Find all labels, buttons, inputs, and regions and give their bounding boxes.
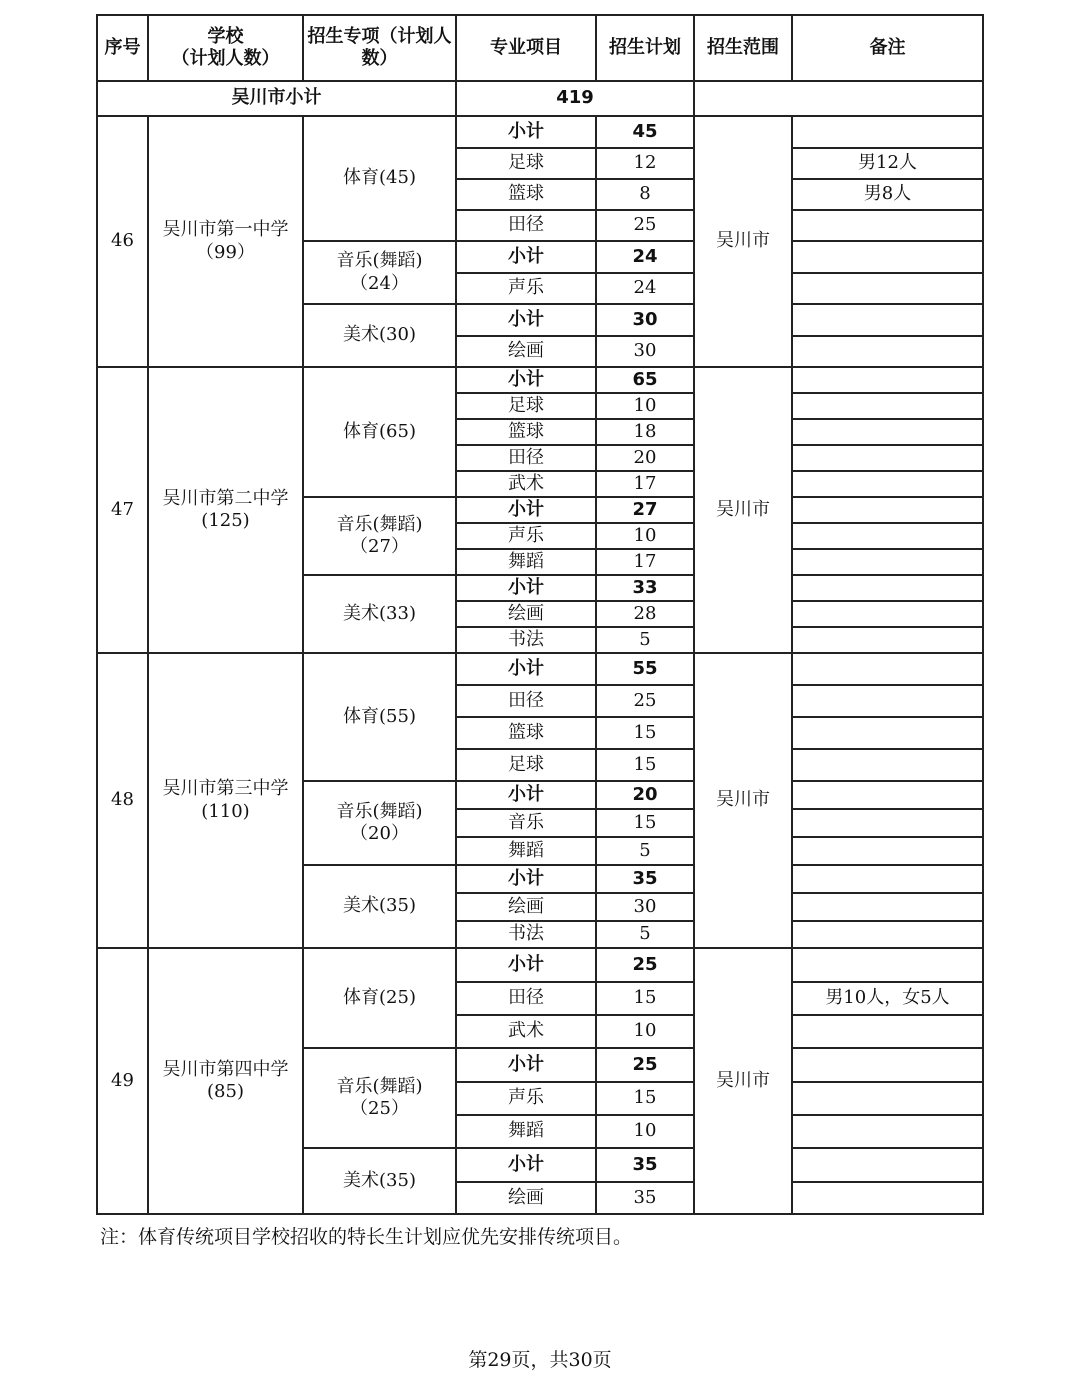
item-cell: 声乐 bbox=[456, 273, 596, 304]
school-count: （99） bbox=[196, 241, 255, 263]
table-row bbox=[97, 116, 983, 148]
header-item: 专业项目 bbox=[456, 15, 596, 81]
plan-cell: 25 bbox=[596, 210, 694, 241]
special-group-count: （27） bbox=[350, 536, 409, 557]
special-group-cell bbox=[303, 781, 456, 865]
item-cell: 音乐 bbox=[456, 809, 596, 837]
special-group-cell bbox=[303, 1048, 456, 1148]
item-cell: 舞蹈 bbox=[456, 1115, 596, 1148]
note-cell bbox=[792, 336, 983, 367]
note-cell bbox=[792, 549, 983, 575]
header-scope: 招生范围 bbox=[694, 15, 792, 81]
special-group-name: 音乐(舞蹈) bbox=[336, 800, 423, 822]
header-plan: 招生计划 bbox=[596, 15, 694, 81]
special-group-cell bbox=[303, 948, 456, 1048]
note-cell bbox=[792, 921, 983, 948]
note-cell bbox=[792, 241, 983, 273]
special-group-name: 美术(33) bbox=[343, 602, 416, 624]
item-cell: 田径 bbox=[456, 445, 596, 471]
item-cell: 声乐 bbox=[456, 1082, 596, 1115]
item-cell: 小计 bbox=[456, 116, 596, 148]
special-group-cell bbox=[303, 304, 456, 367]
note-cell bbox=[792, 948, 983, 982]
plan-cell: 30 bbox=[596, 336, 694, 367]
note-cell bbox=[792, 471, 983, 497]
plan-cell: 17 bbox=[596, 471, 694, 497]
item-cell: 田径 bbox=[456, 685, 596, 717]
note-cell bbox=[792, 523, 983, 549]
plan-cell: 5 bbox=[596, 921, 694, 948]
note-cell bbox=[792, 273, 983, 304]
item-cell: 小计 bbox=[456, 865, 596, 893]
plan-cell: 35 bbox=[596, 1182, 694, 1214]
plan-cell: 25 bbox=[596, 685, 694, 717]
special-group-name: 美术(30) bbox=[343, 324, 416, 346]
note-cell: 男8人 bbox=[792, 179, 983, 210]
plan-cell: 35 bbox=[596, 1148, 694, 1182]
special-group-name: 体育(65) bbox=[343, 420, 416, 442]
plan-cell: 5 bbox=[596, 837, 694, 865]
item-cell: 绘画 bbox=[456, 1182, 596, 1214]
note-cell bbox=[792, 1148, 983, 1182]
special-group-cell bbox=[303, 116, 456, 241]
item-cell: 小计 bbox=[456, 1048, 596, 1082]
item-cell: 小计 bbox=[456, 367, 596, 393]
plan-cell: 30 bbox=[596, 893, 694, 921]
school-count: (110) bbox=[201, 800, 250, 822]
plan-cell: 15 bbox=[596, 809, 694, 837]
note-cell bbox=[792, 809, 983, 837]
item-cell: 武术 bbox=[456, 1015, 596, 1048]
school-cell bbox=[148, 948, 303, 1214]
note-cell bbox=[792, 367, 983, 393]
item-cell: 小计 bbox=[456, 948, 596, 982]
enrollment-plan-table bbox=[96, 14, 984, 1215]
special-group-name: 美术(35) bbox=[343, 895, 416, 917]
special-group-cell bbox=[303, 497, 456, 575]
total-label: 吴川市小计 bbox=[97, 81, 456, 116]
special-group-name: 体育(25) bbox=[343, 986, 416, 1008]
header-special: 招生专项（计划人数） bbox=[303, 15, 456, 81]
item-cell: 绘画 bbox=[456, 893, 596, 921]
total-value: 419 bbox=[456, 81, 694, 116]
scope-cell: 吴川市 bbox=[694, 367, 792, 653]
special-group-count: （24） bbox=[350, 272, 409, 294]
plan-cell: 24 bbox=[596, 241, 694, 273]
school-seq: 48 bbox=[97, 653, 148, 948]
item-cell: 书法 bbox=[456, 921, 596, 948]
special-group-name: 体育(55) bbox=[343, 705, 416, 727]
special-group-cell bbox=[303, 241, 456, 304]
note-cell bbox=[792, 653, 983, 685]
note-cell bbox=[792, 1015, 983, 1048]
item-cell: 声乐 bbox=[456, 523, 596, 549]
plan-cell: 35 bbox=[596, 865, 694, 893]
item-cell: 足球 bbox=[456, 393, 596, 419]
item-cell: 田径 bbox=[456, 210, 596, 241]
note-cell bbox=[792, 781, 983, 809]
plan-cell: 15 bbox=[596, 717, 694, 749]
note-cell: 男10人，女5人 bbox=[792, 982, 983, 1015]
note-cell bbox=[792, 837, 983, 865]
plan-cell: 45 bbox=[596, 116, 694, 148]
note-cell: 男12人 bbox=[792, 148, 983, 179]
note-cell bbox=[792, 1048, 983, 1082]
note-cell bbox=[792, 393, 983, 419]
plan-cell: 17 bbox=[596, 549, 694, 575]
plan-cell: 18 bbox=[596, 419, 694, 445]
item-cell: 舞蹈 bbox=[456, 837, 596, 865]
note-cell bbox=[792, 601, 983, 627]
special-group-count: （25） bbox=[350, 1098, 409, 1119]
plan-cell: 10 bbox=[596, 1015, 694, 1048]
plan-cell: 28 bbox=[596, 601, 694, 627]
plan-cell: 24 bbox=[596, 273, 694, 304]
special-group-cell bbox=[303, 1148, 456, 1214]
item-cell: 绘画 bbox=[456, 601, 596, 627]
plan-cell: 5 bbox=[596, 627, 694, 653]
school-seq: 47 bbox=[97, 367, 148, 653]
plan-cell: 15 bbox=[596, 982, 694, 1015]
item-cell: 小计 bbox=[456, 653, 596, 685]
item-cell: 篮球 bbox=[456, 179, 596, 210]
table-row bbox=[97, 653, 983, 685]
item-cell: 足球 bbox=[456, 749, 596, 781]
plan-cell: 10 bbox=[596, 1115, 694, 1148]
total-note bbox=[694, 81, 983, 116]
school-name: 吴川市第一中学 bbox=[162, 219, 289, 240]
note-cell bbox=[792, 865, 983, 893]
item-cell: 小计 bbox=[456, 497, 596, 523]
school-cell bbox=[148, 116, 303, 367]
plan-cell: 15 bbox=[596, 749, 694, 781]
note-cell bbox=[792, 1115, 983, 1148]
scope-cell: 吴川市 bbox=[694, 116, 792, 367]
school-name: 吴川市第二中学 bbox=[162, 487, 289, 509]
plan-cell: 20 bbox=[596, 781, 694, 809]
plan-cell: 27 bbox=[596, 497, 694, 523]
special-group-name: 美术(35) bbox=[343, 1169, 416, 1191]
note-cell bbox=[792, 419, 983, 445]
note-cell bbox=[792, 627, 983, 653]
total-row bbox=[97, 81, 983, 116]
note-cell bbox=[792, 445, 983, 471]
item-cell: 小计 bbox=[456, 241, 596, 273]
special-group-count: （20） bbox=[350, 823, 409, 844]
plan-cell: 15 bbox=[596, 1082, 694, 1115]
note-cell bbox=[792, 893, 983, 921]
table-row bbox=[97, 367, 983, 393]
school-name: 吴川市第四中学 bbox=[162, 1058, 289, 1080]
header-seq: 序号 bbox=[97, 15, 148, 81]
school-cell bbox=[148, 367, 303, 653]
note-cell bbox=[792, 210, 983, 241]
note-cell bbox=[792, 717, 983, 749]
plan-cell: 65 bbox=[596, 367, 694, 393]
plan-cell: 10 bbox=[596, 523, 694, 549]
plan-cell: 20 bbox=[596, 445, 694, 471]
special-group-cell bbox=[303, 865, 456, 948]
plan-cell: 8 bbox=[596, 179, 694, 210]
table-row bbox=[97, 948, 983, 982]
item-cell: 小计 bbox=[456, 781, 596, 809]
special-group-name: 体育(45) bbox=[343, 167, 416, 189]
item-cell: 足球 bbox=[456, 148, 596, 179]
plan-cell: 25 bbox=[596, 1048, 694, 1082]
special-group-name: 音乐(舞蹈) bbox=[336, 250, 423, 271]
scope-cell: 吴川市 bbox=[694, 653, 792, 948]
table-header-row bbox=[97, 15, 983, 81]
special-group-name: 音乐(舞蹈) bbox=[336, 1075, 423, 1097]
item-cell: 田径 bbox=[456, 982, 596, 1015]
special-group-cell bbox=[303, 653, 456, 781]
school-name: 吴川市第三中学 bbox=[162, 778, 289, 799]
plan-cell: 12 bbox=[596, 148, 694, 179]
plan-cell: 33 bbox=[596, 575, 694, 601]
plan-cell: 30 bbox=[596, 304, 694, 336]
note-cell bbox=[792, 497, 983, 523]
item-cell: 小计 bbox=[456, 304, 596, 336]
plan-cell: 55 bbox=[596, 653, 694, 685]
special-group-cell bbox=[303, 575, 456, 653]
note-cell bbox=[792, 116, 983, 148]
note-cell bbox=[792, 575, 983, 601]
note-cell bbox=[792, 1182, 983, 1214]
item-cell: 舞蹈 bbox=[456, 549, 596, 575]
footnote: 注：体育传统项目学校招收的特长生计划应优先安排传统项目。 bbox=[100, 1226, 633, 1248]
item-cell: 小计 bbox=[456, 575, 596, 601]
note-cell bbox=[792, 304, 983, 336]
item-cell: 小计 bbox=[456, 1148, 596, 1182]
school-cell bbox=[148, 653, 303, 948]
item-cell: 篮球 bbox=[456, 717, 596, 749]
special-group-cell bbox=[303, 367, 456, 497]
scope-cell: 吴川市 bbox=[694, 948, 792, 1214]
plan-cell: 10 bbox=[596, 393, 694, 419]
page-number: 第29页，共30页 bbox=[468, 1349, 612, 1371]
note-cell bbox=[792, 749, 983, 781]
header-note: 备注 bbox=[792, 15, 983, 81]
plan-cell: 25 bbox=[596, 948, 694, 982]
item-cell: 书法 bbox=[456, 627, 596, 653]
note-cell bbox=[792, 685, 983, 717]
header-school: 学校 （计划人数） bbox=[148, 15, 303, 81]
item-cell: 武术 bbox=[456, 471, 596, 497]
school-seq: 46 bbox=[97, 116, 148, 367]
school-count: (85) bbox=[207, 1081, 244, 1102]
item-cell: 绘画 bbox=[456, 336, 596, 367]
school-count: (125) bbox=[201, 510, 250, 531]
special-group-name: 音乐(舞蹈) bbox=[336, 513, 423, 535]
school-seq: 49 bbox=[97, 948, 148, 1214]
item-cell: 篮球 bbox=[456, 419, 596, 445]
note-cell bbox=[792, 1082, 983, 1115]
